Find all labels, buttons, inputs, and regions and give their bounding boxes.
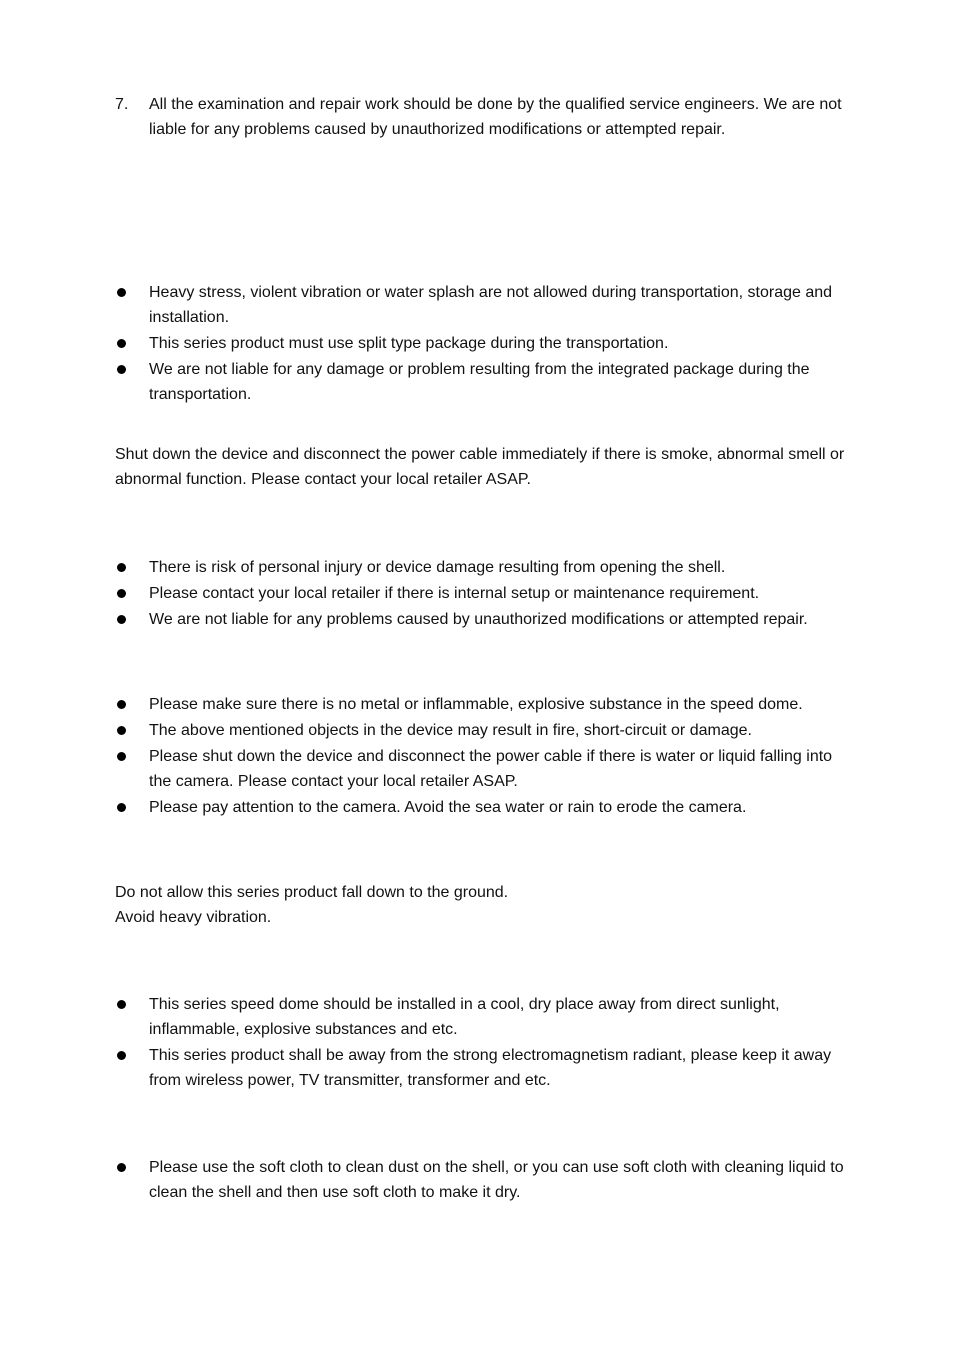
bullet-text: Please make sure there is no metal or inflammable, explosive substance in the speed dome. xyxy=(149,696,803,713)
cleaning-section xyxy=(115,1155,850,1206)
bullet-item xyxy=(115,357,850,407)
bullet-icon xyxy=(117,615,126,624)
abnormal-paragraph: Shut down the device and disconnect the power cable immediately if there is smoke, abnormal smell or abnormal function. Please contact your local retailer ASAP. xyxy=(115,446,845,488)
bullet-item xyxy=(115,280,850,330)
bullet-text: This series product shall be away from the strong electromagnetism radiant, please keep it away from wireless power, TV transmitter, transformer and etc. xyxy=(149,1047,832,1089)
bullet-icon xyxy=(117,589,126,598)
item-text: All the examination and repair work should be done by the qualified service engineers. We are not liable for any problems caused by unauthorized modifications or attempted repair. xyxy=(149,96,842,138)
bullet-text: We are not liable for any damage or problem resulting from the integrated package during the transportation. xyxy=(149,361,810,403)
bullet-icon xyxy=(117,726,126,735)
vibration-line: Do not allow this series product fall down to the ground. xyxy=(115,884,509,901)
bullet-icon xyxy=(117,1000,126,1009)
bullet-icon xyxy=(117,339,126,348)
bullet-item xyxy=(115,744,850,794)
bullet-text: Please contact your local retailer if there is internal setup or maintenance requirement. xyxy=(149,585,760,602)
bullet-item xyxy=(115,607,855,632)
bullet-icon xyxy=(117,563,126,572)
bullet-text: Please pay attention to the camera. Avoid the sea water or rain to erode the camera. xyxy=(149,799,747,816)
bullet-item xyxy=(115,795,850,820)
bullet-text: Please use the soft cloth to clean dust on the shell, or you can use soft cloth with cleaning liquid to clean the shell and then use soft cloth to make it dry. xyxy=(149,1159,844,1201)
numbered-section xyxy=(115,92,850,143)
vibration-section xyxy=(115,880,850,930)
transport-section xyxy=(115,280,850,408)
bullet-text: This series product must use split type package during the transportation. xyxy=(149,335,669,352)
bullet-icon xyxy=(117,1163,126,1172)
bullet-icon xyxy=(117,803,126,812)
bullet-text: Heavy stress, violent vibration or water splash are not allowed during transportation, storage and installation. xyxy=(149,284,833,326)
abnormal-section xyxy=(115,442,850,492)
bullet-item xyxy=(115,992,850,1042)
item-number: 7. xyxy=(115,96,129,113)
bullet-item xyxy=(115,581,855,606)
bullet-item xyxy=(115,718,850,743)
bullet-icon xyxy=(117,1051,126,1060)
numbered-item xyxy=(115,92,850,142)
bullet-text: The above mentioned objects in the device may result in fire, short-circuit or damage. xyxy=(149,722,752,739)
bullet-item xyxy=(115,692,850,717)
bullet-text: Please shut down the device and disconnect the power cable if there is water or liquid falling into the camera. Please contact your local retailer ASAP. xyxy=(149,748,833,790)
bullet-item xyxy=(115,555,855,580)
bullet-item xyxy=(115,331,850,356)
environment-section xyxy=(115,992,850,1094)
bullet-item xyxy=(115,1155,850,1205)
bullet-icon xyxy=(117,288,126,297)
bullet-item xyxy=(115,1043,850,1093)
vibration-line: Avoid heavy vibration. xyxy=(115,909,272,926)
bullet-icon xyxy=(117,752,126,761)
bullet-text: There is risk of personal injury or device damage resulting from opening the shell. xyxy=(149,559,726,576)
bullet-icon xyxy=(117,700,126,709)
bullet-icon xyxy=(117,365,126,374)
substance-section xyxy=(115,692,850,821)
bullet-text: We are not liable for any problems caused by unauthorized modifications or attempted repair. xyxy=(149,611,808,628)
shell-section xyxy=(115,555,855,633)
bullet-text: This series speed dome should be installed in a cool, dry place away from direct sunlight, inflammable, explosive substances and etc. xyxy=(149,996,780,1038)
